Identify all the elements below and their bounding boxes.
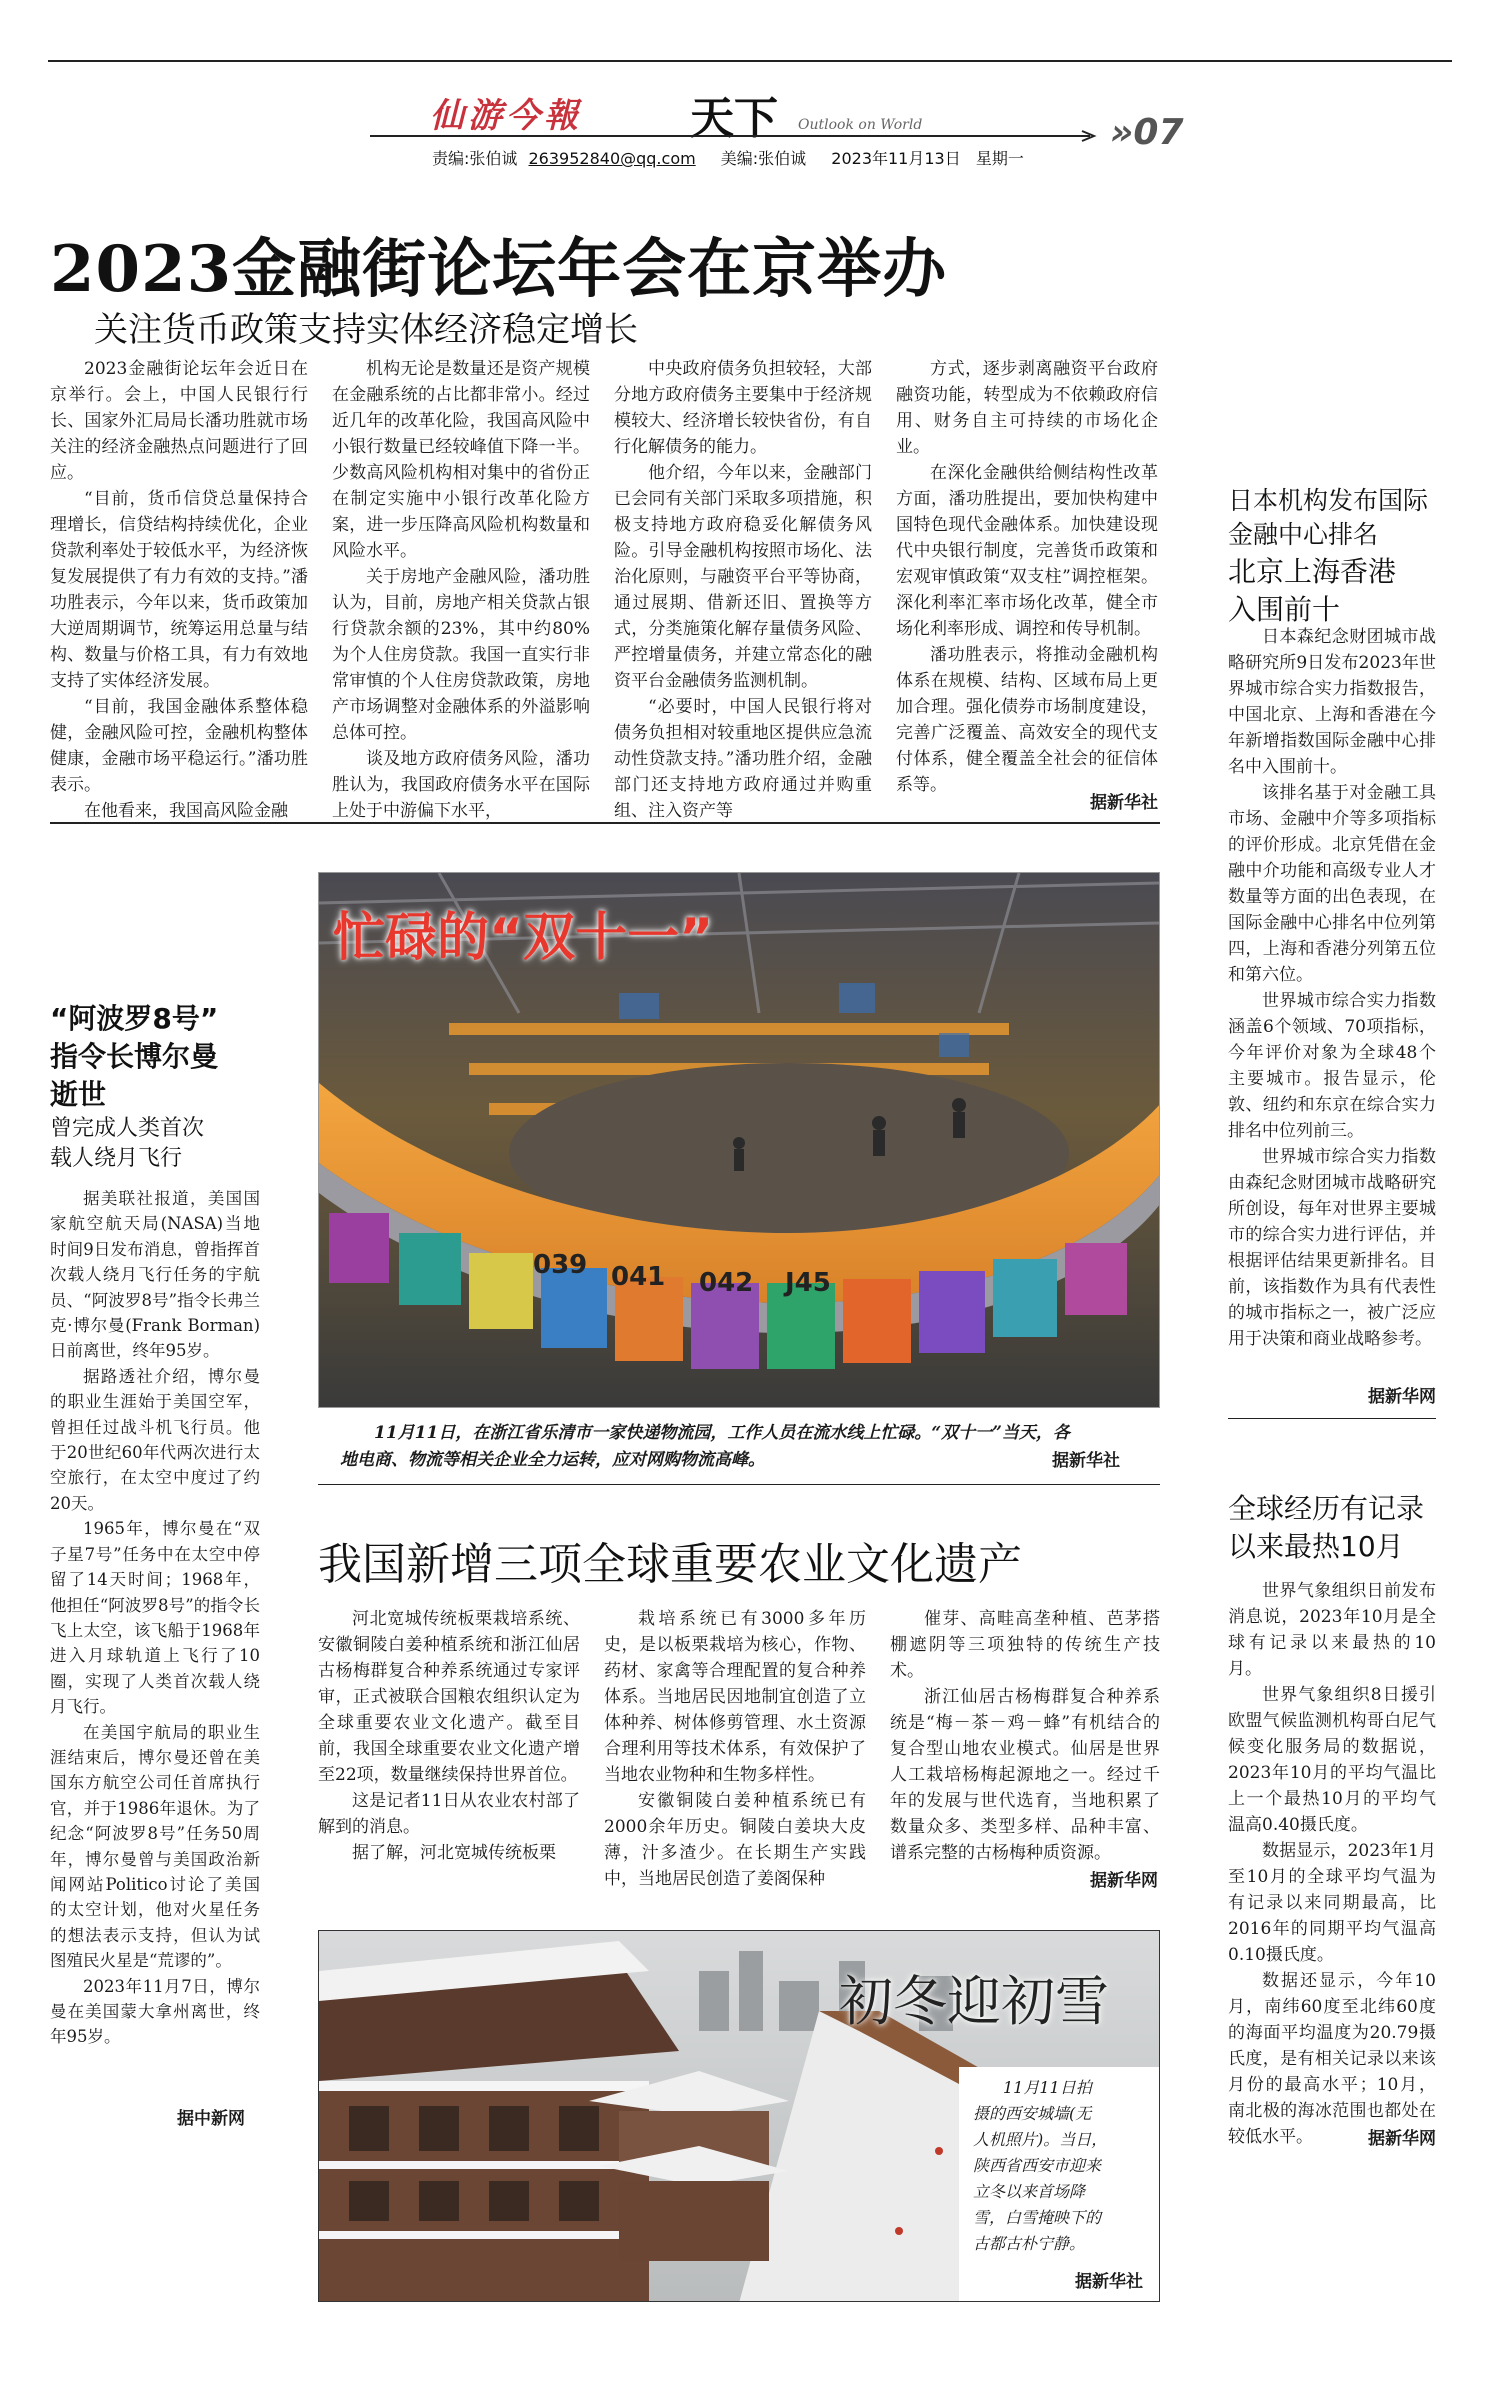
lead-credit: 据新华社 [1090, 793, 1158, 813]
caption-line: 11月11日拍 [1003, 2078, 1092, 2097]
apollo-body [50, 1186, 260, 2050]
paragraph: 栽培系统已有3000多年历史，是以板栗栽培为核心，作物、药材、家禽等合理配置的复合种养体系。当地居民因地制宜创造了立体种养、树体修剪管理、水土资源合理利用等技术体系，有效保护了当地农业物种和生物多样性。 [604, 1609, 866, 1785]
caption-line: 雪，白雪掩映下的 [973, 2208, 1102, 2227]
photo-first-snow [318, 1930, 1160, 2302]
page-number-value: 07 [1133, 112, 1184, 153]
photo1-overlay-title: 忙碌的“双十一” [333, 908, 714, 968]
photo2-credit: 据新华社 [1075, 2272, 1143, 2292]
caption-line: 摄的西安城墙(无 [973, 2104, 1092, 2123]
photo2-overlay-title: 初冬迎初雪 [839, 1970, 1109, 2033]
headline-line: 日本机构发布国际 [1228, 486, 1429, 515]
agri-headline: 我国新增三项全球重要农业文化遗产 [318, 1539, 1022, 1590]
photo2-caption-box [959, 2067, 1160, 2302]
caption-line: 陕西省西安市迎来 [973, 2156, 1102, 2175]
paragraph: 数据还显示，今年10月，南纬60度至北纬60度的海面平均温度为20.79摄氏度，是有相关记录以来该月份的最高水平；10月，南北极的海冰范围也都处在较低水平。 [1228, 1971, 1436, 2147]
paragraph: 日本森纪念财团城市战略研究所9日发布2023年世界城市综合实力指数报告，中国北京、上海和香港在今年新增指数国际金融中心排名中入围前十。 [1228, 627, 1436, 777]
paragraph: 2023金融街论坛年会近日在京举行。会上，中国人民银行行长、国家外汇局局长潘功胜就市场关注的经济金融热点问题进行了回应。 [50, 359, 308, 483]
headline-line: “阿波罗8号” [50, 1002, 219, 1035]
paragraph: 在他看来，我国高风险金融 [84, 801, 288, 821]
section-name: 天下 [690, 93, 778, 144]
paragraph: 谈及地方政府债务风险，潘功胜认为，我国政府债务水平在国际上处于中游偏下水平， [332, 749, 590, 821]
paragraph: 在深化金融供给侧结构性改革方面，潘功胜提出，要加快构建中国特色现代金融体系。加快建设现代中央银行制度，完善货币政策和宏观审慎政策“双支柱”调控框架。深化利率汇率市场化改革，健全市场化利率形成、调控和传导机制。 [896, 463, 1158, 639]
bin-label: 041 [611, 1262, 666, 1292]
heat-credit: 据新华网 [1368, 2129, 1436, 2149]
paragraph: 据美联社报道，美国国家航空航天局(NASA)当地时间9日发布消息，曾指挥首次载人绕月飞行任务的宇航员、“阿波罗8号”指令长弗兰克·博尔曼(Frank Borman)日前离世，终年95岁。 [50, 1189, 260, 1361]
paragraph: 催芽、高畦高垄种植、芭茅搭棚遮阴等三项独特的传统生产技术。 [890, 1609, 1160, 1681]
caption-line: 11月11日，在浙江省乐清市一家快递物流园，工作人员在流水线上忙碌。“双十一”当天，各 [374, 1423, 1070, 1443]
bin-label: J45 [785, 1268, 831, 1298]
photo2-caption [973, 2075, 1153, 2257]
lead-subheadline: 关注货币政策支持实体经济稳定增长 [94, 310, 638, 350]
bin-label: 039 [533, 1250, 588, 1280]
photo1-credit: 据新华社 [1052, 1451, 1120, 1471]
photo1-bottom-rule [318, 1484, 1160, 1485]
brand-logo: 仙游今報 [430, 96, 582, 136]
paragraph: 方式，逐步剥离融资平台政府融资功能，转型成为不依赖政府信用、财务自主可持续的市场化企业。 [896, 359, 1158, 457]
paragraph: 机构无论是数量还是资产规模在金融系统的占比都非常小。经过近几年的改革化险，我国高风险中小银行数量已经较峰值下降一半。少数高风险机构相对集中的省份正在制定实施中小银行改革化险方案，进一步压降高风险机构数量和风险水平。 [332, 359, 590, 561]
paragraph: 世界气象组织日前发布消息说，2023年10月是全球有记录以来最热的10月。 [1228, 1581, 1436, 1679]
agri-col-2 [604, 1606, 866, 1892]
paragraph: 安徽铜陵白姜种植系统已有2000余年历史。铜陵白姜块大皮薄，汁多渣少。在长期生产实践中，当地居民创造了姜阁保种 [604, 1791, 866, 1889]
issue-weekday: 星期一 [975, 149, 1024, 168]
caption-line: 立冬以来首场降 [973, 2182, 1086, 2201]
lead-headline: 2023金融街论坛年会在京举办 [50, 232, 948, 307]
paragraph: “目前，货币信贷总量保持合理增长，信贷结构持续优化，企业贷款利率处于较低水平，为经济恢复发展提供了有力有效的支持。”潘功胜表示，今年以来，货币政策加大逆周期调节，统筹运用总量与结构、数量与价格工具，有力有效地支持了实体经济发展。 [50, 489, 308, 691]
paragraph: 潘功胜表示，将推动金融机构体系在规模、结构、区域布局上更加合理。强化债券市场制度建设，完善广泛覆盖、高效安全的现代支付体系，健全覆盖全社会的征信体系等。 [896, 645, 1158, 795]
header-meta [432, 146, 1024, 169]
paragraph: 1965年，博尔曼在“双子星7号”任务中在太空中停留了14天时间；1968年，他担任“阿波罗8号”的指令长飞上太空，该飞船于1968年进入月球轨道上飞行了10圈，实现了人类首次载人绕月飞行。 [50, 1519, 260, 1717]
issue-date: 2023年11月13日 [831, 149, 961, 168]
agri-col-3 [890, 1606, 1160, 1866]
paragraph: 浙江仙居古杨梅群复合种养系统是“梅－茶－鸡－蜂”有机结合的复合型山地农业模式。仙居是世界人工栽培杨梅起源地之一。经过千年的发展与世代选育，当地积累了数量众多、类型多样、品种丰富、谱系完整的古杨梅种质资源。 [890, 1687, 1160, 1863]
lead-col-2 [332, 356, 590, 824]
subheadline-line: 载人绕月飞行 [50, 1146, 183, 1171]
headline-line: 北京上海香港 [1228, 555, 1397, 588]
japan-bottom-rule [1228, 1418, 1436, 1419]
paragraph: 据了解，河北宽城传统板栗 [352, 1843, 556, 1863]
designer-label: 美编:张伯诚 [720, 149, 807, 168]
headline-line: 逝世 [50, 1078, 107, 1111]
apollo-headline [50, 1000, 270, 1114]
apollo-subheadline [50, 1114, 270, 1174]
headline-line: 金融中心排名 [1228, 520, 1379, 549]
caption-line: 地电商、物流等相关企业全力运转，应对网购物流高峰。 [340, 1450, 765, 1470]
japan-headline [1228, 484, 1458, 628]
paragraph: “必要时，中国人民银行将对债务负担相对较重地区提供应急流动性贷款支持。”潘功胜介绍，金融部门还支持地方政府通过并购重组、注入资产等 [614, 697, 872, 821]
paragraph: 关于房地产金融风险，潘功胜认为，目前，房地产相关贷款占银行贷款余额的23%，其中约80%为个人住房贷款。我国一直实行非常审慎的个人住房贷款政策，房地产市场调整对金融体系的外溢影响总体可控。 [332, 567, 590, 743]
heat-headline [1228, 1490, 1458, 1566]
paragraph: 在美国宇航局的职业生涯结束后，博尔曼还曾在美国东方航空公司任首席执行官，并于1986年退休。为了纪念“阿波罗8号”任务50周年，博尔曼曾与美国政治新闻网站Politico讨论了美国的太空计划，他对火星任务的想法表示支持，但认为试图殖民火星是“荒谬的”。 [50, 1722, 260, 1971]
editor-email[interactable]: 263952840@qq.com [528, 149, 696, 168]
apollo-credit: 据中新网 [177, 2109, 245, 2129]
paragraph: 据路透社介绍，博尔曼的职业生涯始于美国空军，曾担任过战斗机飞行员。他于20世纪60年代两次进行太空旅行，在太空中度过了约20天。 [50, 1366, 260, 1513]
bin-label: 042 [699, 1268, 754, 1298]
paragraph: 数据显示，2023年1月至10月的全球平均气温为有记录以来同期最高，比2016年的同期平均气温高0.10摄氏度。 [1228, 1841, 1436, 1965]
agri-credit: 据新华网 [1090, 1871, 1158, 1891]
paragraph: “目前，我国金融体系整体稳健，金融风险可控，金融机构整体健康，金融市场平稳运行。”潘功胜表示。 [50, 697, 308, 795]
section-name-en: Outlook on World [798, 117, 923, 133]
top-rule [48, 60, 1452, 62]
paragraph: 他介绍，今年以来，金融部门已会同有关部门采取多项措施，积极支持地方政府稳妥化解债务风险。引导金融机构按照市场化、法治化原则，与融资平台平等协商，通过展期、借新还旧、置换等方式，分类施策化解存量债务风险、严控增量债务，并建立常态化的融资平台金融债务监测机制。 [614, 463, 872, 691]
page-number [1110, 112, 1184, 153]
chevron-icon: » [1110, 112, 1134, 153]
paragraph: 这是记者11日从农业农村部了解到的消息。 [318, 1791, 580, 1837]
paragraph: 该排名基于对金融工具市场、金融中介等多项指标的评价形成。北京凭借在金融中介功能和高级专业人才数量等方面的出色表现，在国际金融中心排名中位列第四，上海和香港分列第五位和第六位。 [1228, 783, 1436, 985]
agri-col-1 [318, 1606, 580, 1866]
lead-col-1 [50, 356, 308, 824]
photo-double-eleven [318, 872, 1160, 1408]
paragraph: 世界城市综合实力指数涵盖6个领域、70项指标，今年评价对象为全球48个主要城市。报告显示，伦敦、纽约和东京在综合实力排名中位列前三。 [1228, 991, 1436, 1141]
editor-label: 责编:张伯诚 [432, 149, 518, 168]
lead-col-4 [896, 356, 1158, 798]
lead-bottom-rule [50, 822, 1160, 824]
headline-line: 指令长博尔曼 [50, 1040, 219, 1073]
japan-body [1228, 624, 1436, 1352]
paragraph: 世界气象组织8日援引欧盟气候监测机构哥白尼气候变化服务局的数据说，2023年10月的平均气温比上一个最热10月的平均气温高0.40摄氏度。 [1228, 1685, 1436, 1835]
paragraph: 中央政府债务负担较轻，大部分地方政府债务主要集中于经济规模较大、经济增长较快省份，有自行化解债务的能力。 [614, 359, 872, 457]
paragraph: 河北宽城传统板栗栽培系统、安徽铜陵白姜种植系统和浙江仙居古杨梅群复合种养系统通过专家评审，正式被联合国粮农组织认定为全球重要农业文化遗产。截至目前，我国全球重要农业文化遗产增至22项，数量继续保持世界首位。 [318, 1609, 580, 1785]
paragraph: 世界城市综合实力指数由森纪念财团城市战略研究所创设，每年对世界主要城市的综合实力进行评估，并根据评估结果更新排名。目前，该指数作为具有代表性的城市指标之一，被广泛应用于决策和商业战略参考。 [1228, 1147, 1436, 1349]
japan-credit: 据新华网 [1368, 1387, 1436, 1407]
heat-body [1228, 1578, 1436, 2150]
headline-line: 以来最热10月 [1228, 1530, 1404, 1563]
headline-line: 入围前十 [1228, 593, 1341, 626]
paragraph: 2023年11月7日，博尔曼在美国蒙大拿州离世，终年95岁。 [50, 1976, 260, 2047]
caption-line: 人机照片)。当日， [973, 2130, 1108, 2149]
arrow-rule-icon [370, 130, 1105, 142]
caption-line: 古都古朴宁静。 [973, 2234, 1086, 2253]
lead-col-3 [614, 356, 872, 824]
headline-line: 全球经历有记录 [1228, 1492, 1425, 1525]
subheadline-line: 曾完成人类首次 [50, 1116, 205, 1141]
